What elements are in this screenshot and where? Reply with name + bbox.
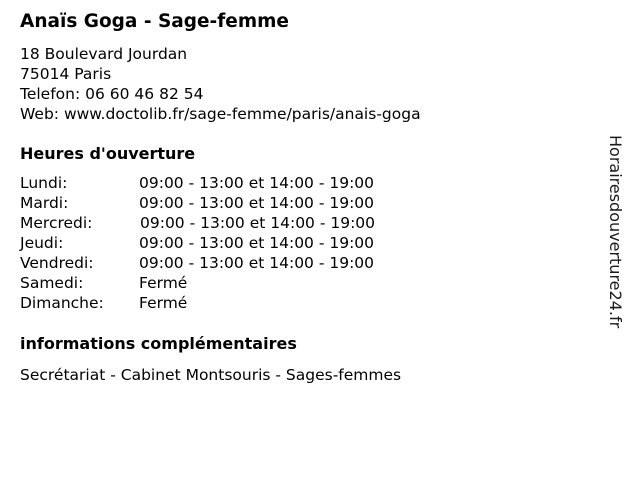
hours-day-label: Jeudi: [20, 234, 64, 252]
hours-time-value: Fermé [139, 294, 188, 312]
hours-time-value: 09:00 - 13:00 et 14:00 - 19:00 [139, 234, 375, 252]
address-block [20, 44, 421, 124]
phone-number: Telefon: 06 60 46 82 54 [20, 85, 204, 103]
info-heading: informations complémentaires [20, 334, 297, 353]
info-text: Secrétariat - Cabinet Montsouris - Sages-femmes [20, 366, 402, 384]
hours-day-label: Lundi: [20, 174, 68, 192]
hours-time-value: 09:00 - 13:00 et 14:00 - 19:00 [139, 174, 375, 192]
page-title: Anaïs Goga - Sage-femme [20, 11, 289, 32]
hours-time-value: 09:00 - 13:00 et 14:00 - 19:00 [140, 214, 376, 232]
hours-day-label: Samedi: [20, 274, 84, 292]
hours-time-value: 09:00 - 13:00 et 14:00 - 19:00 [139, 194, 375, 212]
address-city: 75014 Paris [20, 65, 112, 83]
hours-time-value: 09:00 - 13:00 et 14:00 - 19:00 [139, 254, 375, 272]
hours-heading: Heures d'ouverture [20, 144, 196, 163]
hours-time-value: Fermé [139, 274, 188, 292]
hours-day-label: Mardi: [20, 194, 69, 212]
hours-day-label: Dimanche: [20, 294, 104, 312]
hours-day-label: Vendredi: [20, 254, 94, 272]
site-watermark: Horairesdouverture24.fr [606, 135, 625, 329]
website-link: Web: www.doctolib.fr/sage-femme/paris/anais-goga [20, 105, 421, 123]
hours-day-label: Mercredi: [20, 214, 93, 232]
address-street: 18 Boulevard Jourdan [20, 45, 188, 63]
